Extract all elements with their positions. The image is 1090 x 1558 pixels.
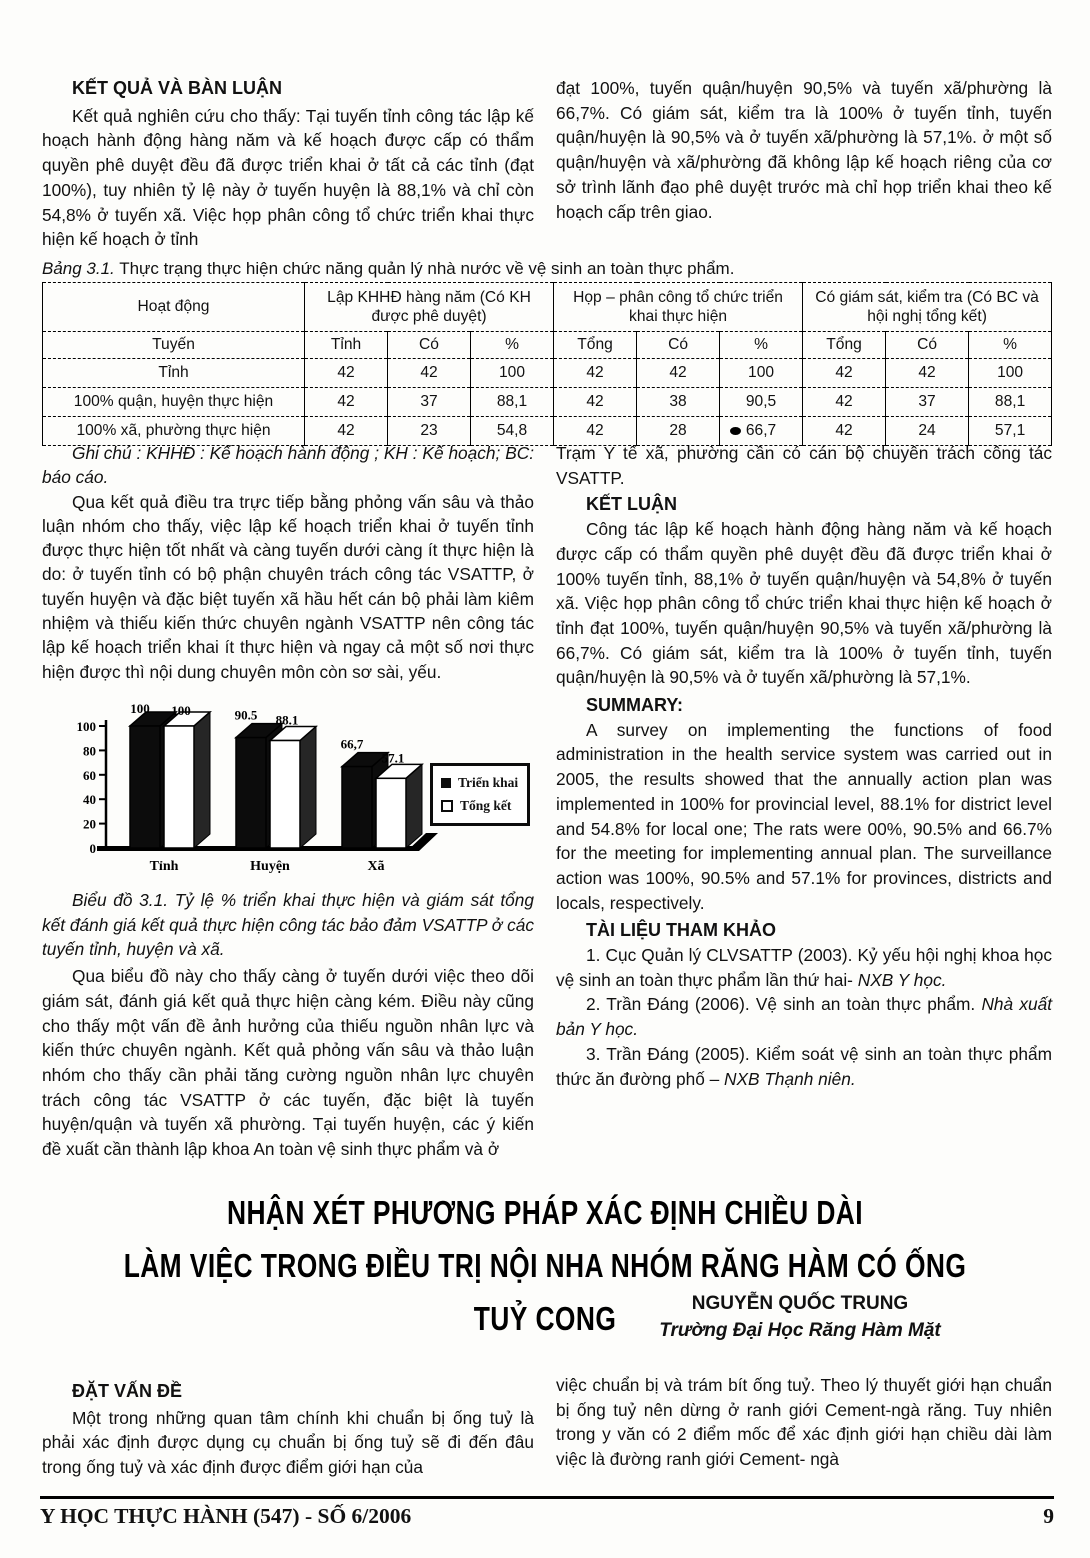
table-cell: 37 xyxy=(388,388,471,417)
legend-label: Triển khai xyxy=(458,775,519,790)
table-cell: 42 xyxy=(803,359,886,388)
bar-front-face xyxy=(342,767,372,848)
table-group-header: Có giám sát, kiểm tra (Có BC và hội nghị tổng kết) xyxy=(803,283,1052,332)
reference-item: 1. Cục Quản lý CLVSATTP (2003). Kỷ yếu hội nghị khoa học vệ sinh an toàn thực phẩm lần thứ hai- NXB Y học. xyxy=(556,945,1052,990)
table-cell: 23 xyxy=(388,417,471,446)
chart-3-1 xyxy=(58,703,558,889)
table-cell: 42 xyxy=(305,359,388,388)
conclusion-heading: KẾT LUẬN xyxy=(586,494,677,515)
summary-paragraph: A survey on implementing the functions of food administration in the health service system was carried out in 2005, the results showed that the annually action plan was implemented in 100% for provincial level, 88.1% for district level and 54.8% for local one; The rats were 00%, 90.5% and 66.7% for the meeting for implementing annual plan. The surveillance action was 100%, 90.5% and 57.1% for provinces, districts and locals, respectively. xyxy=(556,719,1052,913)
article2-title-line1: NHẬN XÉT PHƯƠNG PHÁP XÁC ĐỊNH CHIỀU DÀI xyxy=(227,1194,863,1231)
table-row xyxy=(43,388,1052,417)
table-note: Ghi chú : KHHĐ : Kế hoạch hành động ; KH : Kế hoạch; BC: báo cáo. xyxy=(42,443,534,488)
table-row-label: Tỉnh xyxy=(43,359,305,388)
table-row xyxy=(43,359,1052,388)
intro-paragraph-right: việc chuẩn bị và trám bít ống tuỷ. Theo lý thuyết giới hạn chuẩn bị ống tuỷ nên dừng ở ranh giới Cement-ngà răng. Tuy nhiên trong y văn có 2 điểm mốc để xác định giới hạn chiều dài làm việc là đường ranh giới Cement- ngà xyxy=(556,1375,1052,1470)
reference-item: 2. Trần Đáng (2006). Vệ sinh an toàn thực phẩm. Nhà xuất bản Y học. xyxy=(556,994,1053,1040)
table-cell: 24 xyxy=(886,417,969,446)
legend-item-trien-khai xyxy=(441,771,518,794)
table-row-label: 100% quận, huyện thực hiện xyxy=(43,388,305,417)
author-name: NGUYỄN QUỐC TRUNG xyxy=(691,1293,909,1314)
table-cell: 100 xyxy=(720,359,803,388)
bar-chart-canvas xyxy=(58,703,468,889)
table-group-header: Lập KHHĐ hàng năm (Có KH được phê duyệt) xyxy=(305,283,554,332)
table-corner-hoat-dong: Hoạt động xyxy=(43,283,305,332)
station-paragraph: Trạm Y tế xã, phường cần có cán bộ chuyên trách công tác VSATTP. xyxy=(556,443,1052,488)
table-caption-label: Bảng 3.1. xyxy=(42,259,115,278)
y-tick-label: 60 xyxy=(83,767,96,783)
y-tick-label: 20 xyxy=(83,816,96,832)
table-cell: 42 xyxy=(305,417,388,446)
table-cell: 28 xyxy=(637,417,720,446)
legend-filled-square-icon xyxy=(441,778,451,788)
conclusion-paragraph: Công tác lập kế hoạch hành động hàng năm và kế hoạch được cấp có thẩm quyền phê duyệt đều đã được triển khai ở 100% tuyến tỉnh, 88,1% ở tuyến quận/huyện và 54,8% ở tuyến xã. Việc họp phân công tổ chức triển khai thực hiện kế hoạch ở tỉnh đạt 100%, tuyến quận/huyện 90,5% và tuyến xã/phường là 66,7%. Có giám sát, kiểm tra là 100% ở tuyến tỉnh, tuyến quận/huyện là 90,5% và ở tuyến xã/phường là 57,1%. xyxy=(556,519,1052,688)
table-cell: 42 xyxy=(554,359,637,388)
references-list xyxy=(556,943,1052,1091)
table-cell: 88,1 xyxy=(969,388,1052,417)
bar-front-face xyxy=(130,726,160,848)
table-cell: 54,8 xyxy=(471,417,554,446)
results-paragraph-right: đạt 100%, tuyến quận/huyện 90,5% và tuyến xã/phường là 66,7%. Có giám sát, kiểm tra là 100% ở tuyến tỉnh, tuyến quận/huyện là 90,5% và ở tuyến xã/phường là 57,1%. ở một số quận/huyện và xã/phường đã không lập kế hoạch riêng của cơ sở trình lãnh đạo phê duyệt trước mà chỉ họp triển khai theo kế hoạch cấp trên giao. xyxy=(556,78,1052,222)
bar-value-label: 88.1 xyxy=(275,712,299,728)
chart-legend xyxy=(430,763,530,826)
results-heading: KẾT QUẢ VÀ BÀN LUẬN xyxy=(72,78,282,98)
table-cell: 42 xyxy=(388,359,471,388)
footer-journal-title: Y HỌC THỰC HÀNH (547) - SỐ 6/2006 xyxy=(40,1504,412,1528)
bar-value-label: 66,7 xyxy=(340,736,364,752)
bar-value-label: 100 xyxy=(171,703,191,718)
bar-front-face xyxy=(270,741,300,848)
table-subheader: Tỉnh xyxy=(305,332,388,359)
table-subheader: Tổng xyxy=(803,332,886,359)
table-3-1-section xyxy=(42,259,1052,446)
table-subheader: Có xyxy=(886,332,969,359)
table-group-header: Họp – phân công tổ chức triển khai thực hiện xyxy=(554,283,803,332)
table-subheader: % xyxy=(471,332,554,359)
results-section-right xyxy=(556,76,1052,224)
bar-value-label: 57.1 xyxy=(381,750,405,766)
table-caption xyxy=(42,259,1052,279)
table-cell: 100 xyxy=(969,359,1052,388)
table-cell: 88,1 xyxy=(471,388,554,417)
table-cell: 90,5 xyxy=(720,388,803,417)
table-caption-text: Thực trạng thực hiện chức năng quản lý nhà nước về vệ sinh an toàn thực phẩm. xyxy=(114,259,735,278)
table-cell: 38 xyxy=(637,388,720,417)
bar-side-face xyxy=(194,712,210,848)
y-tick-label: 0 xyxy=(89,841,96,856)
analysis-paragraph: Qua kết quả điều tra trực tiếp bằng phỏng vấn sâu và thảo luận nhóm cho thấy, việc lập kế hoạch triển khai ở tuyến tỉnh được thực hiện tốt nhất và càng tuyến dưới càng ít thực hiện là do: ở tuyến tỉnh có bộ phận chuyên trách công tác VSATTP, ở tuyến huyện và đặc biệt tuyến xã hầu hết cán bộ phải làm kiêm nhiệm và thiếu kiến thức chuyên ngành VSATTP nên công tác lập kế hoạch triển khai ít thực hiện và ngay cả một số nơi thực hiện được thì nội dung chuyên môn còn sơ sài, yếu. xyxy=(42,491,534,682)
summary-heading: SUMMARY: xyxy=(586,695,683,716)
legend-label: Tổng kết xyxy=(460,798,512,813)
reference-item: 3. Trần Đáng (2005). Kiểm soát vệ sinh an toàn thực phẩm thức ăn đường phố – NXB Thạnh niên. xyxy=(556,1043,1052,1089)
y-tick-label: 40 xyxy=(83,792,96,808)
table-cell: 42 xyxy=(554,388,637,417)
footer-page-number: 9 xyxy=(1043,1504,1054,1528)
table-cell: 57,1 xyxy=(969,417,1052,446)
legend-item-tong-ket xyxy=(441,794,518,817)
x-category-label: Xã xyxy=(367,859,385,874)
table-subheader: % xyxy=(969,332,1052,359)
table-subheader: Có xyxy=(637,332,720,359)
results-section-left xyxy=(42,76,534,252)
table-subheader: Tổng xyxy=(554,332,637,359)
table-3-1 xyxy=(42,282,1052,446)
y-tick-label: 80 xyxy=(83,743,96,759)
table-cell: 37 xyxy=(886,388,969,417)
analysis-section xyxy=(42,441,534,684)
scan-ink-dot xyxy=(730,427,741,435)
table-cell: 42 xyxy=(305,388,388,417)
table-corner-tuyen: Tuyến xyxy=(43,332,305,359)
intro-paragraph-left: Một trong những quan tâm chính khi chuẩn bị ống tuỷ là phải xác định được dụng cụ chuẩn bị ống tuỷ sẽ đi đến đâu trong ống tuỷ và xác định được điểm giới hạn của xyxy=(42,1407,534,1478)
table-cell: 66,7 xyxy=(720,417,803,446)
legend-open-square-icon xyxy=(441,800,453,812)
bar-side-face xyxy=(300,727,316,848)
table-cell: 42 xyxy=(803,388,886,417)
y-tick-label: 100 xyxy=(76,719,96,734)
x-category-label: Huyện xyxy=(250,859,290,874)
table-subheader: % xyxy=(720,332,803,359)
intro-heading: ĐẶT VẤN ĐỀ xyxy=(72,1381,183,1401)
chart-discussion-paragraph: Qua biểu đồ này cho thấy càng ở tuyến dưới việc theo dõi giám sát, đánh giá kết quả thực hiện càng kém. Điều này cũng cho thấy một vấn đề ảnh hưởng của thiếu nguồn nhân lực và kiến thức chuyên ngành. Kết quả phỏng vấn sâu và thảo luận nhóm cho thấy cần phải tăng cường nguồn nhân lực chuyên trách công tác VSATTP ở các tuyến, đặc biệt là tuyến huyện/quận và tuyến xã phường. Tại tuyến huyện, các ý kiến đề xuất cần thành lập khoa An toàn vệ sinh thực phẩm và ở xyxy=(42,966,534,1160)
table-subheader: Có xyxy=(388,332,471,359)
table-cell: 42 xyxy=(637,359,720,388)
page-footer xyxy=(40,1496,1054,1529)
references-heading: TÀI LIỆU THAM KHẢO xyxy=(586,920,776,941)
bar-front-face xyxy=(236,738,266,848)
bar-front-face xyxy=(376,778,406,848)
table-cell: 42 xyxy=(554,417,637,446)
intro-section-left xyxy=(42,1379,534,1480)
results-paragraph-left: Kết quả nghiên cứu cho thấy: Tại tuyến tỉnh công tác lập kế hoạch hành động hàng năm và kế hoạch được cấp có thẩm quyền phê duyệt đều đã được triển khai ở tất cả các tỉnh (đạt 100%), tuy nhiên tỷ lệ này ở tuyến huyện là 88,1% và chỉ còn 54,8% ở tuyến xã. Việc họp phân công tổ chức triển khai thực hiện kế hoạch ở tỉnh xyxy=(42,105,534,250)
x-category-label: Tỉnh xyxy=(149,859,179,874)
table-cell: 100 xyxy=(471,359,554,388)
chart-caption-section xyxy=(42,888,534,1162)
table-cell: 42 xyxy=(886,359,969,388)
intro-section-right xyxy=(556,1373,1052,1472)
bar-front-face xyxy=(164,726,194,848)
author-block xyxy=(520,1290,1080,1344)
bar-value-label: 90.5 xyxy=(234,707,258,723)
author-affiliation: Trường Đại Học Răng Hàm Mặt xyxy=(659,1320,941,1341)
article2-title-line2: LÀM VIỆC TRONG ĐIỀU TRỊ NỘI NHA NHÓM RĂNG HÀM CÓ ỐNG TUỶ CONG xyxy=(123,1247,967,1337)
right-column-lower xyxy=(556,441,1052,1091)
table-row-label: 100% xã, phường thực hiện xyxy=(43,417,305,446)
bar-value-label: 100 xyxy=(130,703,150,716)
table-cell: 42 xyxy=(803,417,886,446)
chart-caption: Biểu đồ 3.1. Tỷ lệ % triển khai thực hiện và giám sát tổng kết đánh giá kết quả thực hiện công tác bảo đảm VSATTP ở các tuyến tỉnh, huyện và xã. xyxy=(42,890,534,960)
